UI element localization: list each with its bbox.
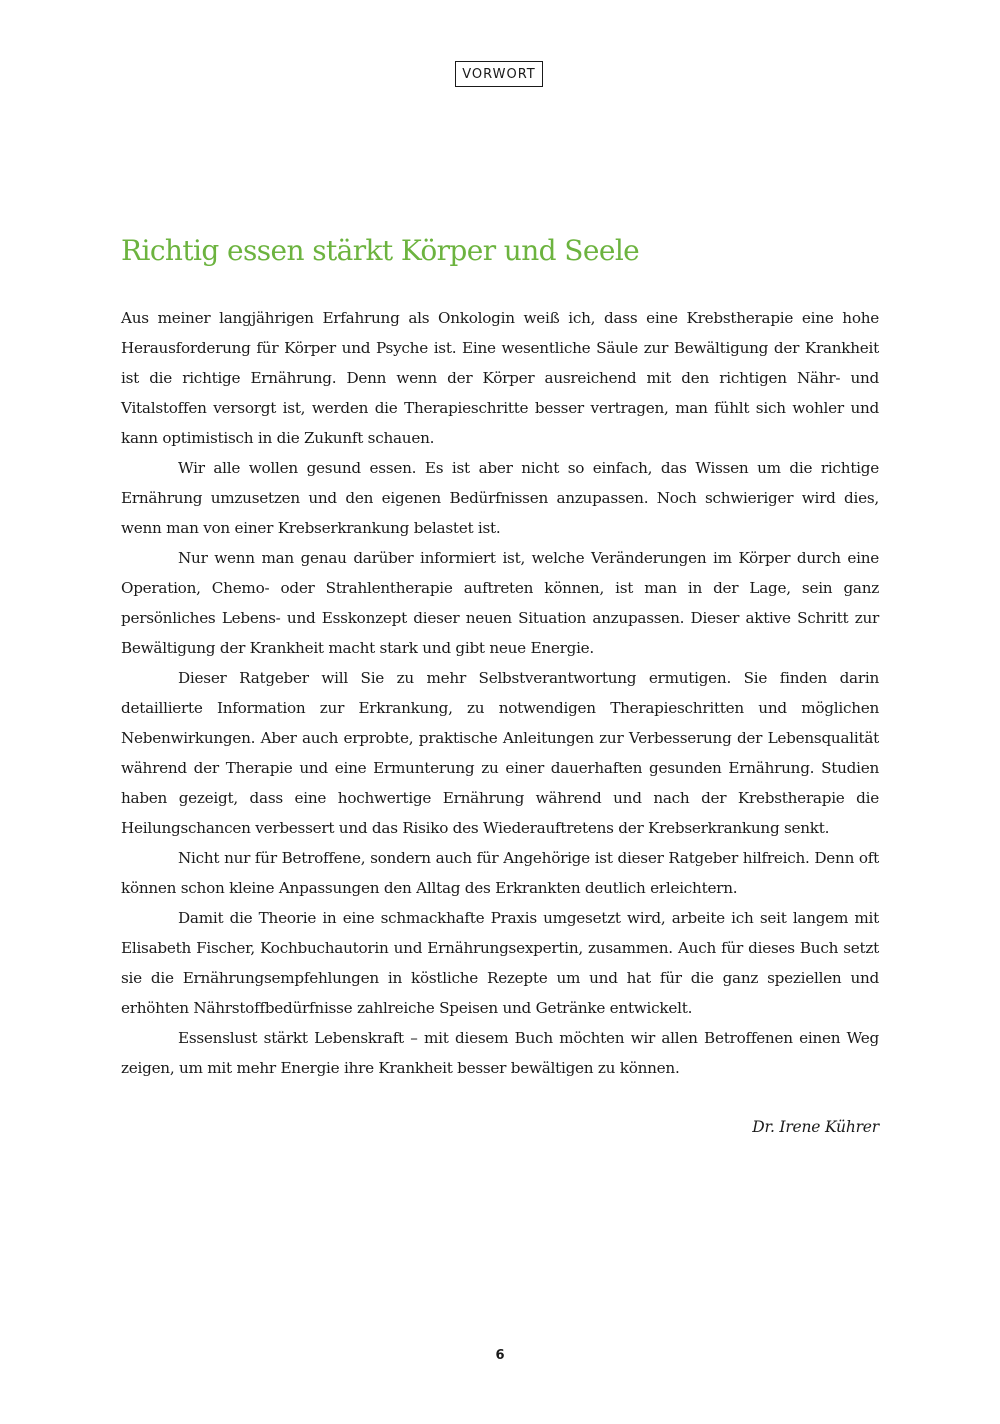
paragraph: Nicht nur für Betroffene, sondern auch für Angehörige ist dieser Ratgeber hilfreich. Denn oft können schon kleine Anpassungen den Alltag des Erkrankten deutlich erleichtern. bbox=[121, 849, 879, 897]
paragraph: Dieser Ratgeber will Sie zu mehr Selbstverantwortung ermutigen. Sie finden darin detaillierte Information zur Erkrankung, zu notwendigen Therapieschritten und möglichen Nebenwirkungen. Aber auch erprobte, praktische Anleitungen zur Verbesserung der Lebensqualität während der Therapie und eine Ermunterung zu einer dauerhaften gesunden Ernährung. Studien haben gezeigt, dass eine hochwertige Ernährung während und nach der Krebstherapie die Heilungschancen verbessert und das Risiko des Wiederauftretens der Krebserkrankung senkt. bbox=[121, 669, 879, 837]
author-signature: Dr. Irene Kührer bbox=[752, 1118, 879, 1136]
page-title: Richtig essen stärkt Körper und Seele bbox=[121, 234, 640, 267]
article-body bbox=[121, 303, 879, 1083]
paragraph: Damit die Theorie in eine schmackhafte Praxis umgesetzt wird, arbeite ich seit langem mit Elisabeth Fischer, Kochbuchautorin und Ernährungsexpertin, zusammen. Auch für dieses Buch setzt sie die Ernährungsempfehlungen in köstliche Rezepte um und hat für die ganz speziellen und erhöhten Nährstoffbedürfnisse zahlreiche Speisen und Getränke entwickelt. bbox=[121, 909, 879, 1017]
paragraph: Nur wenn man genau darüber informiert ist, welche Veränderungen im Körper durch eine Operation, Chemo- oder Strahlentherapie auftreten können, ist man in der Lage, sein ganz persönliches Lebens- und Esskonzept dieser neuen Situation anzupassen. Dieser aktive Schritt zur Bewältigung der Krankheit macht stark und gibt neue Energie. bbox=[121, 549, 879, 657]
section-label: VORWORT bbox=[455, 61, 543, 87]
paragraph: Wir alle wollen gesund essen. Es ist aber nicht so einfach, das Wissen um die richtige Ernährung umzusetzen und den eigenen Bedürfnissen anzupassen. Noch schwieriger wird dies, wenn man von einer Krebserkrankung belastet ist. bbox=[121, 459, 879, 537]
page-number: 6 bbox=[495, 1348, 505, 1363]
paragraph: Essenslust stärkt Lebenskraft – mit diesem Buch möchten wir allen Betroffenen einen Weg zeigen, um mit mehr Energie ihre Krankheit besser bewältigen zu können. bbox=[121, 1029, 879, 1077]
paragraph: Aus meiner langjährigen Erfahrung als Onkologin weiß ich, dass eine Krebstherapie eine hohe Herausforderung für Körper und Psyche ist. Eine wesentliche Säule zur Bewältigung der Krankheit ist die richtige Ernährung. Denn wenn der Körper ausreichend mit den richtigen Nähr- und Vitalstoffen versorgt ist, werden die Therapieschritte besser vertragen, man fühlt sich wohler und kann optimistisch in die Zukunft schauen. bbox=[121, 309, 879, 447]
